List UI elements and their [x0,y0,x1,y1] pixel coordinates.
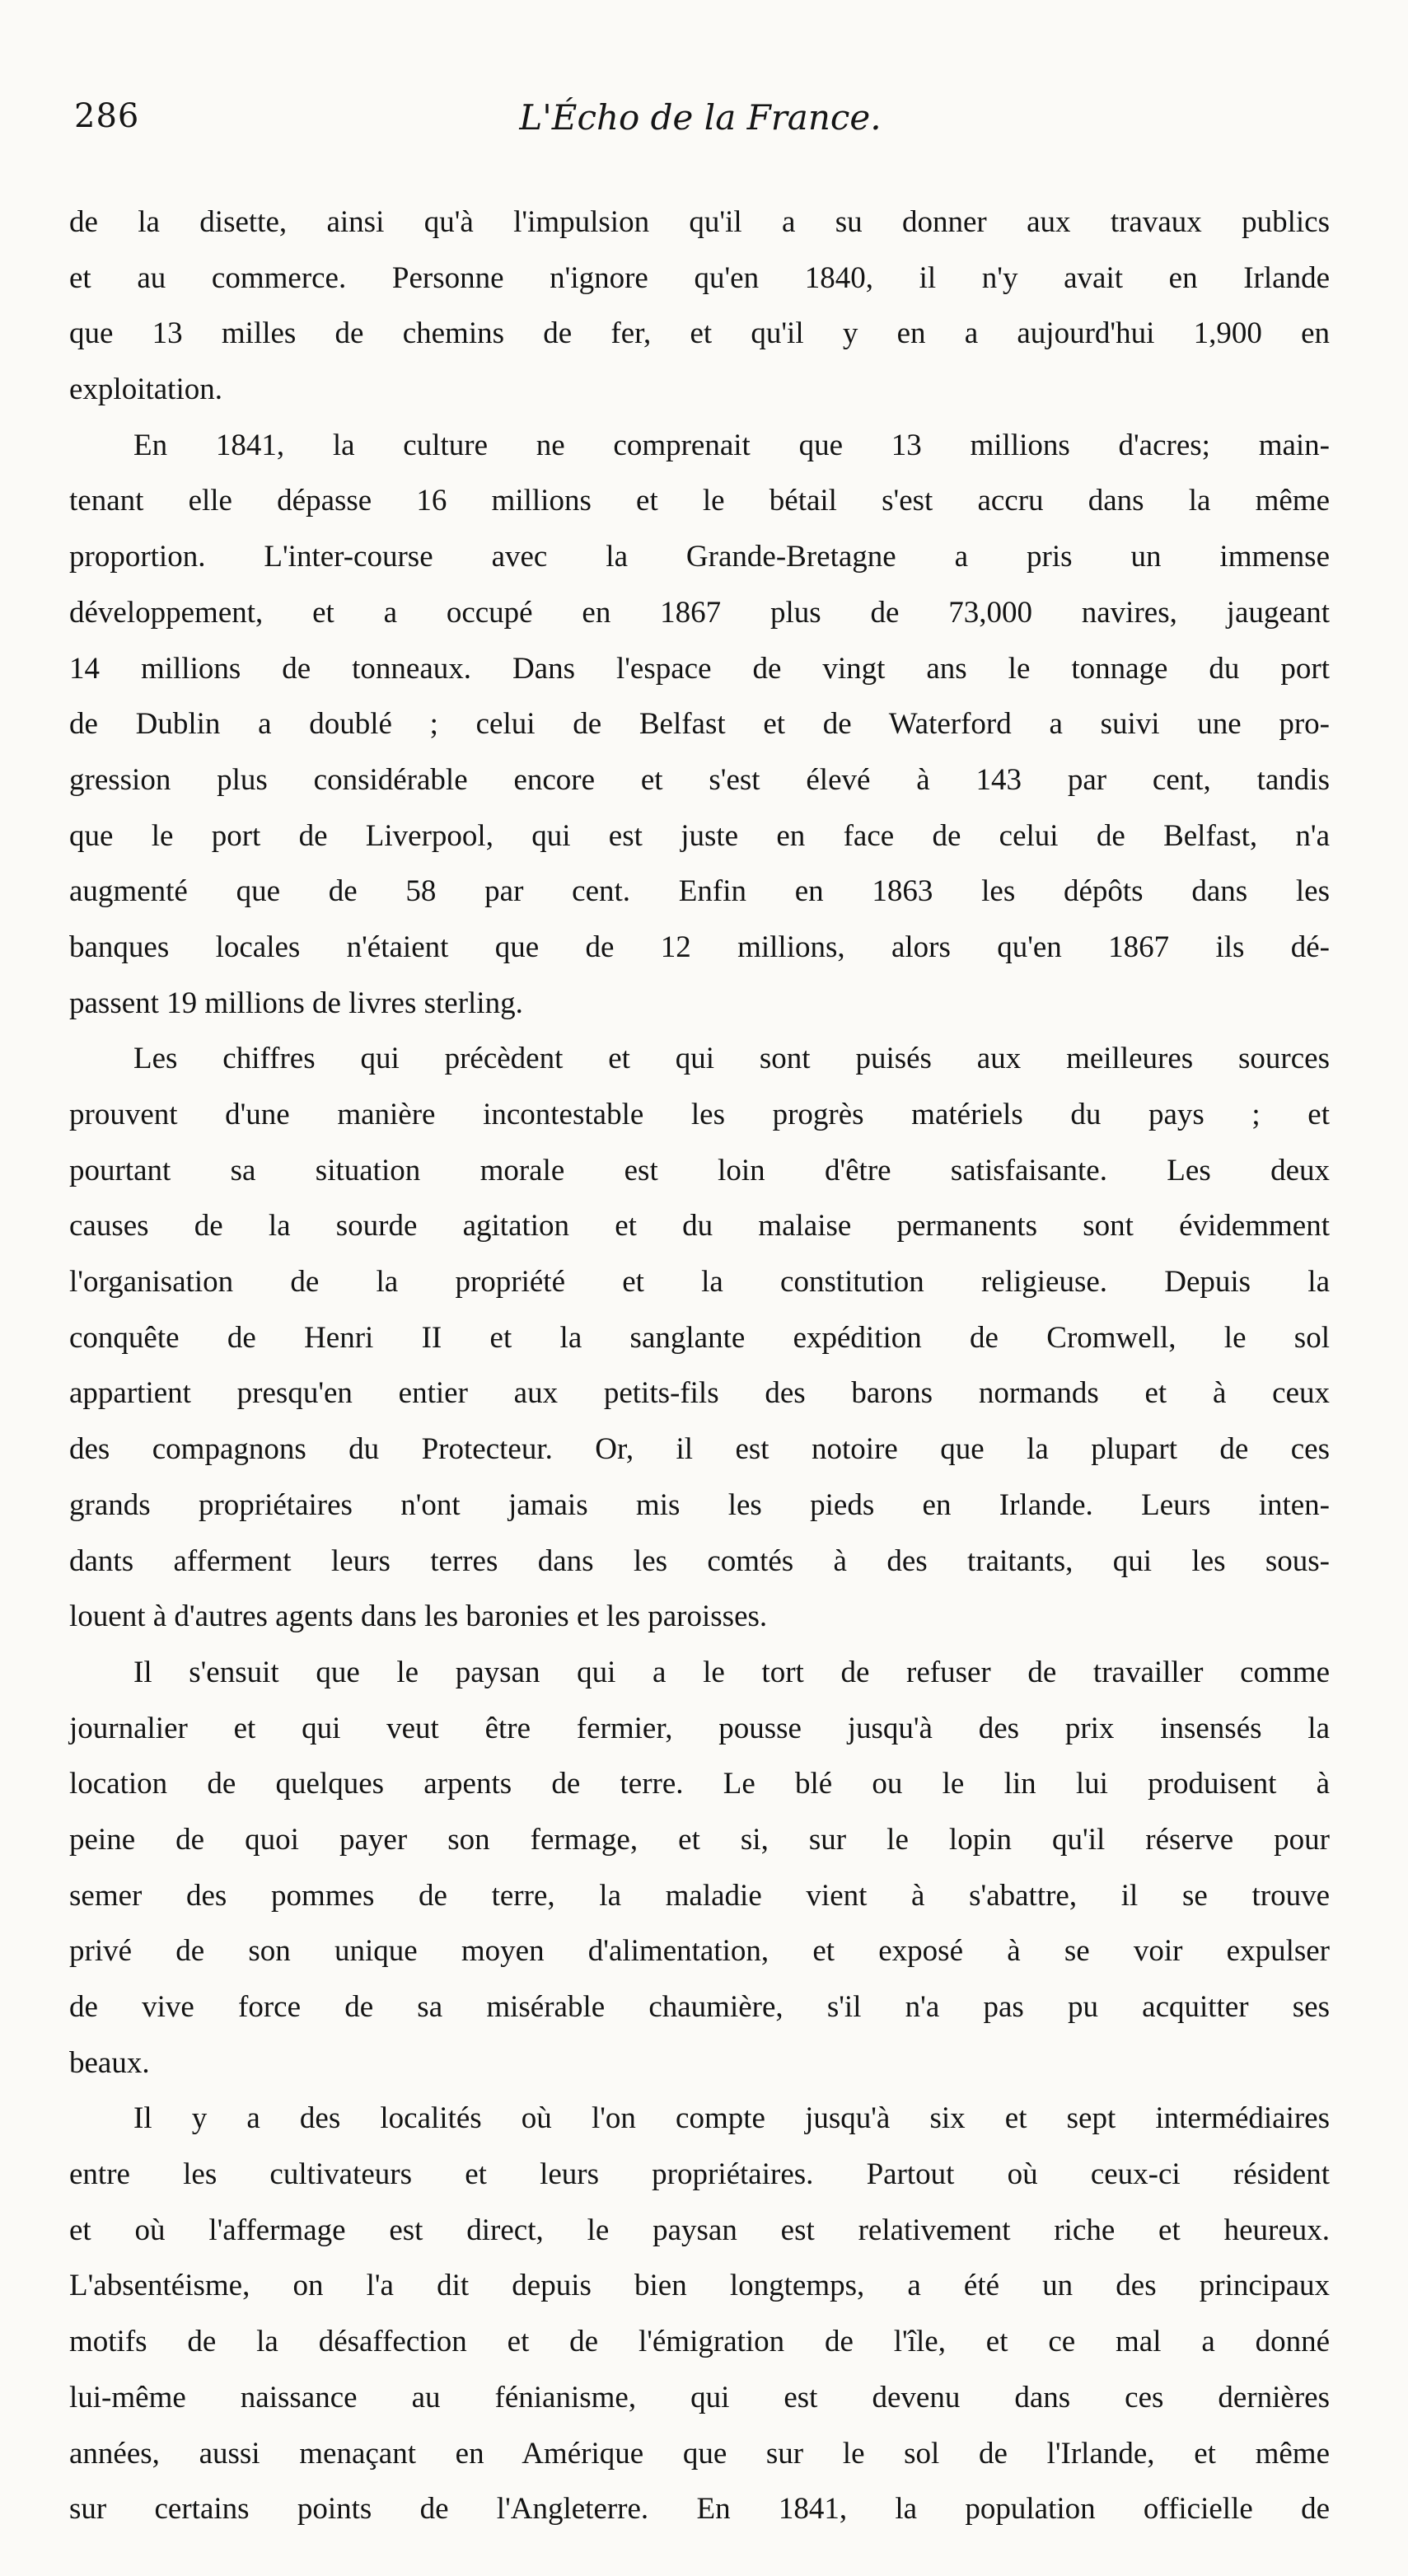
text-line: et au commerce. Personne n'ignore qu'en 1840, il n'y avait en Irlande [69,260,1330,295]
body-text [69,194,1330,2537]
text-line: et où l'affermage est direct, le paysan est relativement riche et heureux. [69,2213,1330,2247]
paragraph-3 [69,1031,1330,1645]
running-head [74,97,1326,147]
text-line: de vive force de sa misérable chaumière, s'il n'a pas pu acquitter ses [69,1990,1330,2024]
paragraph-2 [69,418,1330,1032]
page-number: 286 [74,97,140,135]
text-line: 14 millions de tonneaux. Dans l'espace de vingt ans le tonnage du port [69,651,1330,686]
text-line: de la disette, ainsi qu'à l'impulsion qu'il a su donner aux travaux publics [69,205,1330,239]
text-line: de Dublin a doublé ; celui de Belfast et de Waterford a suivi une pro- [69,707,1330,742]
text-line: causes de la sourde agitation et du malaise permanents sont évidemment [69,1209,1330,1244]
text-line: grands propriétaires n'ont jamais mis les pieds en Irlande. Leurs inten- [69,1487,1330,1522]
text-line: passent 19 millions de livres sterling. [69,986,523,1020]
paragraph-1 [69,194,1330,418]
text-line: que le port de Liverpool, qui est juste en face de celui de Belfast, n'a [69,818,1330,853]
text-line: l'organisation de la propriété et la constitution religieuse. Depuis la [69,1265,1330,1300]
text-line: Il y a des localités où l'on compte jusqu'à six et sept intermédiaires [133,2101,1330,2136]
text-line: peine de quoi payer son fermage, et si, sur le lopin qu'il réserve pour [69,1822,1330,1857]
paragraph-5 [69,2091,1330,2537]
text-line: L'absentéisme, on l'a dit depuis bien longtemps, a été un des principaux [69,2269,1330,2303]
text-line: semer des pommes de terre, la maladie vient à s'abattre, il se trouve [69,1878,1330,1913]
text-line: exploitation. [69,372,222,407]
text-line: sur certains points de l'Angleterre. En 1841, la population officielle de [69,2492,1330,2527]
text-line: pourtant sa situation morale est loin d'être satisfaisante. Les deux [69,1153,1330,1187]
text-line: prouvent d'une manière incontestable les progrès matériels du pays ; et [69,1098,1330,1131]
text-line: En 1841, la culture ne comprenait que 13 millions d'acres; main- [133,428,1330,462]
text-line: dants afferment leurs terres dans les comtés à des traitants, qui les sous- [69,1543,1330,1578]
text-line: Les chiffres qui précèdent et qui sont puisés aux meilleures sources [133,1042,1330,1076]
text-line: entre les cultivateurs et leurs propriétaires. Partout où ceux-ci résident [69,2157,1330,2192]
text-line: banques locales n'étaient que de 12 millions, alors qu'en 1867 ils dé- [69,930,1330,964]
text-line: années, aussi menaçant en Amérique que sur le sol de l'Irlande, et même [69,2436,1330,2471]
text-line: développement, et a occupé en 1867 plus de 73,000 navires, jaugeant [69,595,1330,630]
text-line: Il s'ensuit que le paysan qui a le tort de refuser de travailler comme [133,1655,1330,1689]
text-line: privé de son unique moyen d'alimentation, et exposé à se voir expulser [69,1934,1330,1969]
text-line: des compagnons du Protecteur. Or, il est notoire que la plupart de ces [69,1432,1330,1467]
text-line: augmenté que de 58 par cent. Enfin en 1863 les dépôts dans les [69,874,1330,909]
text-line: journalier et qui veut être fermier, pousse jusqu'à des prix insensés la [69,1711,1330,1745]
text-line: motifs de la désaffection et de l'émigration de l'île, et ce mal a donné [69,2325,1330,2359]
text-line: appartient presqu'en entier aux petits-fils des barons normands et à ceux [69,1376,1330,1411]
running-title: L'Écho de la France. [519,97,882,138]
text-line: beaux. [69,2045,150,2080]
text-line: lui-même naissance au fénianisme, qui est devenu dans ces dernières [69,2380,1330,2414]
text-line: louent à d'autres agents dans les baronies et les paroisses. [69,1599,768,1634]
text-line: conquête de Henri II et la sanglante expédition de Cromwell, le sol [69,1320,1330,1355]
text-line: proportion. L'inter-course avec la Grande-Bretagne a pris un immense [69,540,1330,574]
text-line: gression plus considérable encore et s'est élevé à 143 par cent, tandis [69,762,1330,797]
paragraph-4 [69,1645,1330,2091]
text-line: que 13 milles de chemins de fer, et qu'il y en a aujourd'hui 1,900 en [69,316,1330,351]
text-line: location de quelques arpents de terre. Le blé ou le lin lui produisent à [69,1767,1330,1801]
text-line: tenant elle dépasse 16 millions et le bétail s'est accru dans la même [69,484,1330,518]
